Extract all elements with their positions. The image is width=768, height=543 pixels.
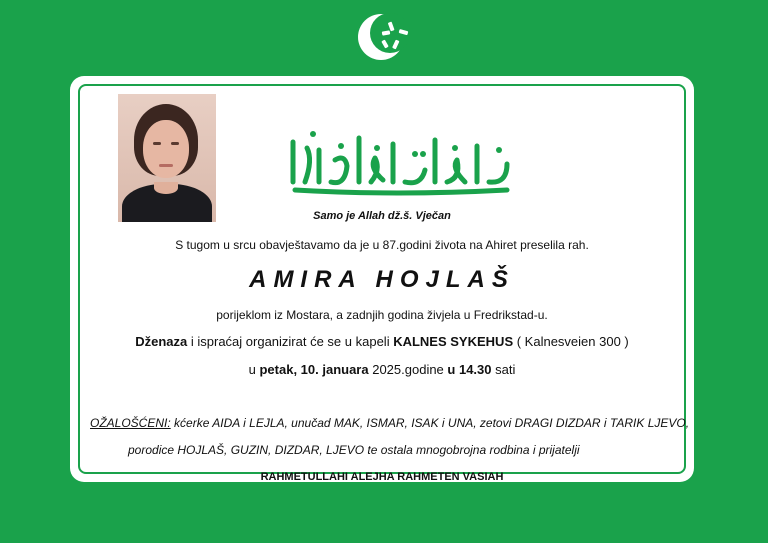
portrait-photo: [118, 94, 216, 222]
crescent-star-icon: [354, 10, 414, 64]
funeral-info: [80, 334, 684, 349]
funeral-place: KALNES SYKEHUS: [393, 334, 514, 349]
date-year: 2025.godine: [368, 362, 448, 377]
origin-text: porijeklom iz Mostara, a zadnjih godina živjela u Fredrikstad-u.: [216, 308, 548, 322]
card-border: [78, 84, 690, 483]
date-time: u 14.30: [447, 362, 492, 377]
arabic-calligraphy: [285, 120, 515, 200]
deceased-name: AMIRA HOJLAŠ: [249, 266, 515, 293]
closing-prayer: RAHMETULLAHI ALEJHA RAHMETEN VASIAH: [260, 471, 504, 483]
mourners-label: OŽALOŠĆENI:: [90, 416, 171, 430]
date-day: petak, 10. januara: [259, 362, 369, 377]
date-suffix: sati: [491, 362, 516, 377]
funeral-date: [80, 362, 684, 377]
motto: Samo je Allah dž.š. Vječan: [313, 210, 451, 222]
funeral-word: Dženaza: [135, 334, 188, 349]
mourners-line-2: porodice HOJLAŠ, GUZIN, DIZDAR, LJEVO te ostala mnogobrojna rodbina i prijatelji: [128, 443, 580, 457]
date-prefix: u: [248, 362, 260, 377]
funeral-text: i ispraćaj organizirat će se u kapeli: [187, 334, 394, 349]
funeral-address: ( Kalnesveien 300 ): [513, 334, 629, 349]
intro-text: S tugom u srcu obavještavamo da je u 87.godini života na Ahiret preselila rah.: [175, 238, 589, 252]
mourners-line-1: [90, 416, 689, 430]
obituary-card: [70, 76, 694, 482]
mourners-text-1: kćerke AIDA i LEJLA, unučad MAK, ISMAR, ISAK i UNA, zetovi DRAGI DIZDAR i TARIK LJEVO,: [170, 416, 690, 430]
